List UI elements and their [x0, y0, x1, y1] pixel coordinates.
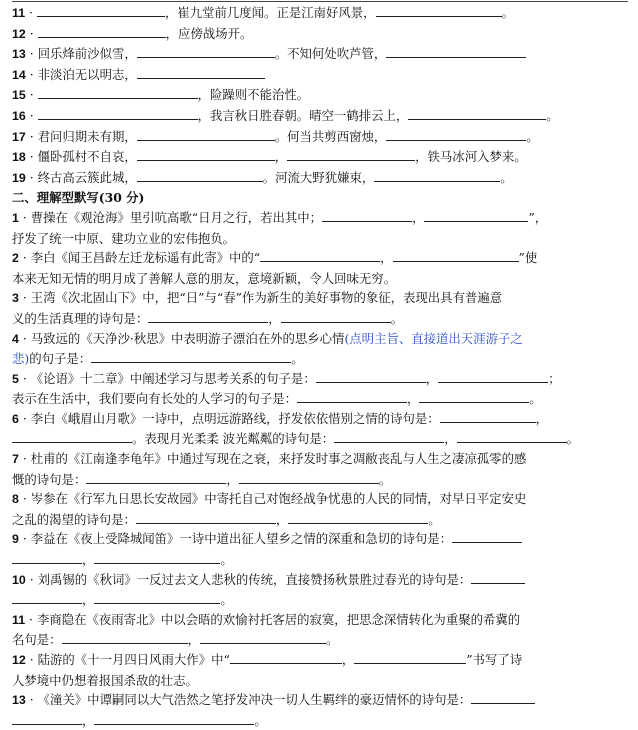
- q2-12: 12 · 陆游的《十一月四日风雨大作》中“ ， ”书写了诗 人梦境中仍想着报国杀敌的壮志。: [12, 652, 523, 688]
- answer-blank[interactable]: [91, 350, 291, 363]
- answer-blank[interactable]: [452, 530, 522, 543]
- hint-text: 悲): [12, 351, 30, 367]
- answer-blank[interactable]: [376, 4, 502, 17]
- answer-blank[interactable]: [408, 107, 546, 120]
- q2-7: 7 · 杜甫的《江南逢李龟年》中通过写现在之衰，来抒发时事之凋敝丧乱与人生之凄凉孤零的感 慨的诗句是： ， 。: [12, 451, 527, 487]
- answer-blank[interactable]: [440, 410, 536, 423]
- answer-blank[interactable]: [200, 631, 326, 644]
- answer-blank[interactable]: [38, 107, 198, 120]
- answer-blank[interactable]: [438, 370, 548, 383]
- answer-blank[interactable]: [136, 511, 276, 524]
- answer-blank[interactable]: [424, 209, 528, 222]
- answer-blank[interactable]: [137, 128, 275, 141]
- hint-text: (点明主旨、直接道出天涯游子之: [344, 330, 523, 346]
- q2-11: 11 · 李商隐在《夜雨寄北》中以会晤的欢愉衬托客居的寂寞，把思念深情转化为重聚的希冀的 名句是： ， 。: [12, 611, 521, 648]
- q2-1: 1 · 曹操在《观沧海》里引吭高歌“日月之行，若出其中； ， ”， 抒发了统一中原、建功立业的宏伟抱负。: [12, 209, 548, 246]
- answer-blank[interactable]: [94, 712, 254, 725]
- answer-blank[interactable]: [386, 128, 526, 141]
- answer-blank[interactable]: [322, 209, 412, 222]
- answer-blank[interactable]: [148, 310, 268, 323]
- q2-2: 2 · 李白《闻王昌龄左迁龙标遥有此寄》中的“ ， ”使 本来无知无情的明月成了善解人意的朋友，意境新颖，令人回味无穷。: [12, 250, 538, 286]
- answer-blank[interactable]: [38, 86, 198, 99]
- answer-blank[interactable]: [457, 430, 567, 443]
- answer-blank[interactable]: [334, 430, 444, 443]
- question-15: 15 · ，险躁则不能治性。: [12, 87, 310, 103]
- answer-blank[interactable]: [94, 591, 220, 604]
- answer-blank[interactable]: [354, 651, 466, 664]
- section-title: 二、理解型默写(30 分): [12, 190, 145, 206]
- answer-blank[interactable]: [12, 430, 132, 443]
- answer-blank[interactable]: [12, 591, 82, 604]
- answer-blank[interactable]: [137, 169, 263, 182]
- q2-9: 9 · 李益在《夜上受降城闻笛》一诗中道出征人望乡之情的深重和急切的诗句是： ， 。: [12, 529, 628, 569]
- answer-blank[interactable]: [239, 471, 379, 484]
- answer-blank[interactable]: [37, 4, 165, 17]
- answer-blank[interactable]: [137, 148, 275, 161]
- q2-4: 4 · 马致远的《天净沙·秋思》中表明游子漂泊在外的思乡心情(点明主旨、直接道出天涯游子之 悲)的句子是： 。: [12, 330, 523, 367]
- answer-blank[interactable]: [12, 712, 82, 725]
- q2-5: 5 · 《论语》十二章》中阐述学习与思考关系的句子是： ， ； 表示在生活中，我们要向有长处的人学习的句子是： ， 。: [12, 370, 561, 407]
- q2-8: 8 · 岑参在《行军九日思长安故园》中寄托自己对饱经战争忧患的人民的同情，对早日平定安史 之乱的渴望的诗句是： ， 。: [12, 491, 527, 527]
- answer-blank[interactable]: [62, 631, 188, 644]
- answer-blank[interactable]: [230, 651, 342, 664]
- question-16: 16 · ，我言秋日胜春朝。晴空一鹤排云上， 。: [12, 107, 559, 123]
- q2-13: 13 · 《潼关》中谭嗣同以大气浩然之笔抒发冲决一切人生羁绊的豪迈情怀的诗句是： ， 。: [12, 690, 628, 730]
- question-14: 14 · 非淡泊无以明志，: [12, 65, 628, 86]
- answer-blank[interactable]: [386, 45, 526, 58]
- answer-blank[interactable]: [297, 390, 407, 403]
- question-13: 13 · 回乐烽前沙似雪， 。不知何处吹芦管，: [12, 44, 628, 65]
- answer-blank[interactable]: [12, 551, 82, 564]
- answer-blank[interactable]: [471, 571, 525, 584]
- worksheet-content: [12, 3, 628, 730]
- q2-3: 3 · 王湾《次北固山下》中，把“日”与“春”作为新生的美好事物的象征，表现出具有普遍意 义的生活真理的诗句是： ， 。: [12, 290, 503, 326]
- question-11: 11 · ，崔九堂前几度闻。正是江南好风景， 。: [12, 5, 514, 20]
- question-17: 17 · 君问归期未有期， 。何当共剪西窗烛， 。: [12, 128, 539, 144]
- answer-blank[interactable]: [393, 249, 519, 262]
- question-19: 19 · 终古高云簇此城， 。河流大野犹嫌束， 。: [12, 169, 513, 185]
- answer-blank[interactable]: [419, 390, 529, 403]
- q2-10: 10 · 刘禹锡的《秋词》一反过去文人悲秋的传统，直接赞扬秋景胜过春光的诗句是： ， 。: [12, 570, 628, 610]
- answer-blank[interactable]: [260, 249, 380, 262]
- answer-blank[interactable]: [471, 691, 535, 704]
- answer-blank[interactable]: [86, 471, 226, 484]
- top-rule: [12, 1, 628, 2]
- question-12: 12 · ，应傍战场开。: [12, 25, 253, 41]
- answer-blank[interactable]: [281, 310, 391, 323]
- answer-blank[interactable]: [374, 169, 500, 182]
- answer-blank[interactable]: [38, 25, 166, 38]
- answer-blank[interactable]: [316, 370, 426, 383]
- question-18: 18 · 僵卧孤村不自哀， ， ，铁马冰河入梦来。: [12, 149, 527, 165]
- answer-blank[interactable]: [137, 45, 275, 58]
- answer-blank[interactable]: [137, 66, 265, 79]
- answer-blank[interactable]: [288, 511, 428, 524]
- q2-6: 6 · 李白《峨眉山月歌》一诗中，点明远游路线，抒发依依惜别之情的诗句是： ， 。表现月光柔柔 波光粼粼的诗句是： ， 。: [12, 410, 579, 447]
- answer-blank[interactable]: [94, 551, 220, 564]
- answer-blank[interactable]: [287, 148, 415, 161]
